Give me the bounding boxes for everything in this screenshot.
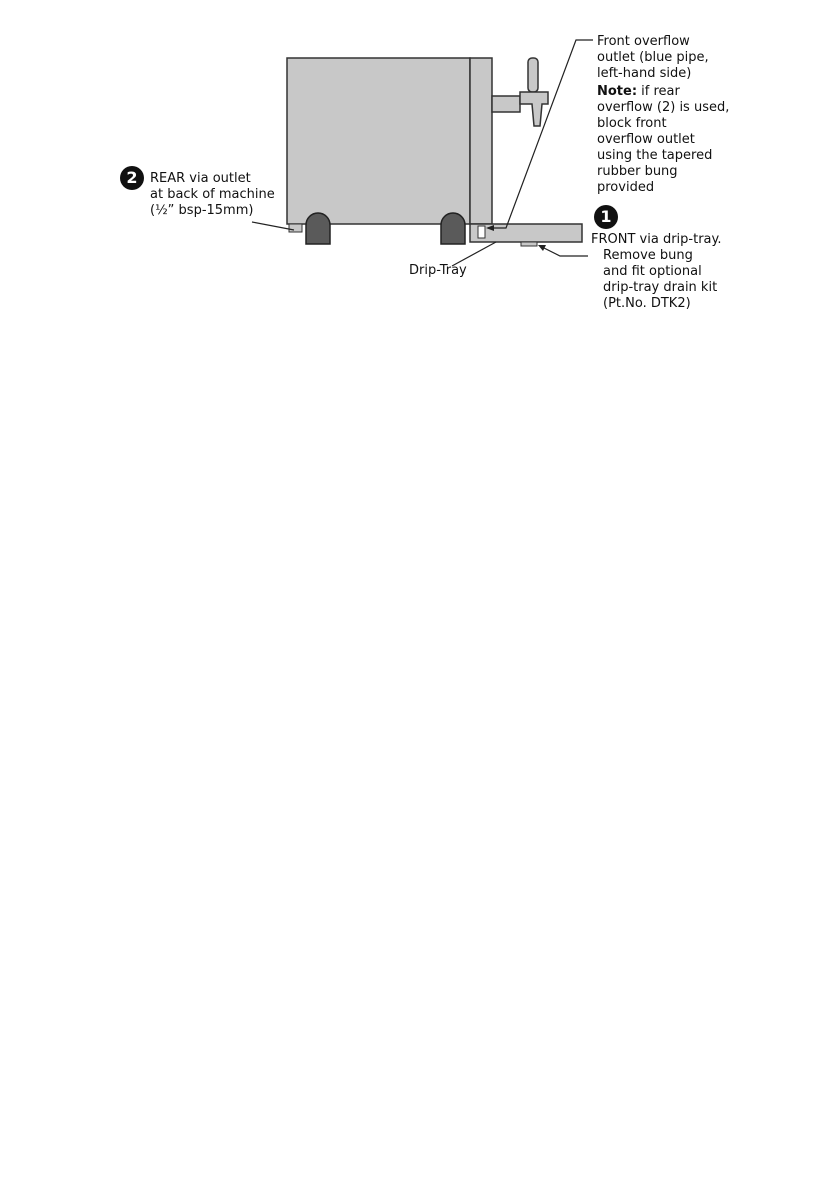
drip-tray-bung	[521, 242, 537, 246]
drip-tray-label: Drip-Tray	[409, 263, 467, 278]
front-line-3: and fit optional	[603, 264, 702, 279]
front-line-4: drip-tray drain kit	[603, 280, 718, 295]
rear-label	[150, 171, 275, 219]
note-line-5: using the tapered	[597, 148, 713, 163]
front-overflow-label	[597, 34, 709, 82]
front-line-2: Remove bung	[603, 248, 693, 263]
leader-front-overflow	[488, 40, 593, 228]
machine-foot-left	[306, 213, 330, 244]
front-label	[591, 232, 721, 312]
rear-line-2: at back of machine	[150, 187, 275, 202]
note-line-4: overflow outlet	[597, 132, 695, 147]
note-heading: Note:	[597, 84, 638, 99]
note-line-6: rubber bung	[597, 164, 678, 179]
front-overflow-line-2: outlet (blue pipe,	[597, 50, 709, 65]
rear-line-3: (½” bsp-15mm)	[150, 203, 254, 218]
note-line-1	[597, 84, 729, 100]
note-line-2: overflow (2) is used,	[597, 100, 730, 115]
front-line-1: FRONT via drip-tray.	[591, 232, 722, 247]
note-heading-rest: if rear	[637, 84, 680, 99]
water-tap	[492, 58, 548, 126]
note-line-7: provided	[597, 180, 655, 195]
front-overflow-outlet	[478, 226, 485, 238]
front-overflow-line-3: left-hand side)	[597, 66, 692, 81]
front-line-5: (Pt.No. DTK2)	[603, 296, 691, 311]
machine-foot-right	[441, 213, 465, 244]
leader-front-bung	[540, 246, 588, 256]
rear-line-1: REAR via outlet	[150, 171, 251, 186]
machine-side-panel	[470, 58, 492, 224]
front-overflow-line-1: Front overflow	[597, 34, 690, 49]
note-label	[597, 84, 729, 196]
machine-body	[287, 58, 470, 224]
note-line-3: block front	[597, 116, 667, 131]
rear-number-badge: 2	[120, 166, 144, 190]
front-number-badge: 1	[594, 205, 618, 229]
rear-outlet-stub	[289, 224, 302, 232]
drip-tray-shape	[470, 224, 582, 242]
